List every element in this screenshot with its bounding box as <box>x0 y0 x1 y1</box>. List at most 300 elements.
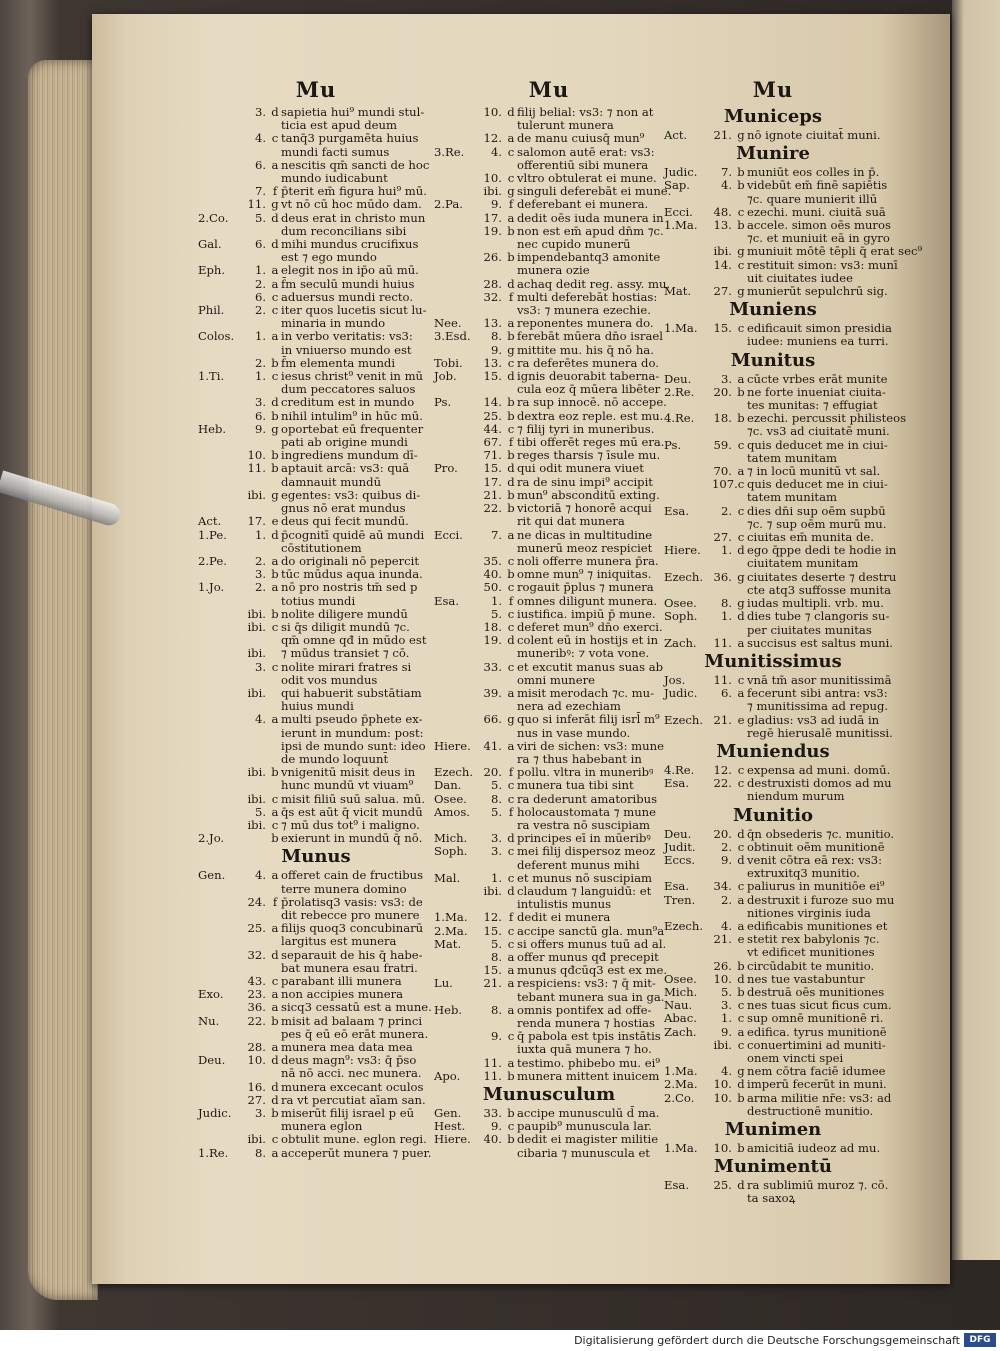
concordance-entry <box>198 1147 434 1160</box>
book-ref <box>198 687 246 700</box>
book-ref: Tobi. <box>434 355 463 370</box>
section-letter: c <box>737 839 745 854</box>
section-letter: d <box>271 1092 279 1107</box>
book-ref: Pro. <box>434 461 458 476</box>
concordance-entry <box>664 557 882 570</box>
concordance-entry <box>434 674 664 687</box>
chapter-number: 18. <box>483 619 502 634</box>
chapter-number: 9. <box>254 421 266 436</box>
quotation-text: iudee: muniens ea turri. <box>747 334 889 349</box>
concordance-entry <box>198 883 434 896</box>
section-letter <box>505 647 517 660</box>
book-ref: Soph. <box>434 844 468 859</box>
book-ref: Deu. <box>198 1053 226 1068</box>
section-letter: c <box>271 791 279 806</box>
quotation-text: nolite mirari fratres si <box>281 659 412 674</box>
lemma-heading: Munusculum <box>482 1084 616 1106</box>
book-ref <box>198 436 246 449</box>
quotation-text: munera mea data mea <box>281 1040 413 1055</box>
chapter-number: 8. <box>720 596 732 611</box>
quotation-text: miserūt filij israel p eū <box>281 1106 415 1121</box>
section-letter: c <box>737 257 745 272</box>
chapter-number: 23. <box>247 987 266 1002</box>
book-ref: 3.Esd. <box>434 329 471 344</box>
lemma-heading: Muniens <box>729 299 817 321</box>
quotation-text: ⁊ in locū munitū vt sal. <box>747 464 881 479</box>
quotation-text: reponentes munera do. <box>517 316 654 331</box>
concordance-entry <box>434 727 664 740</box>
concordance-entry <box>198 647 434 660</box>
concordance-entry <box>198 396 434 409</box>
book-ref: Hiere. <box>664 543 701 558</box>
concordance-entry <box>434 330 664 343</box>
section-letter: c <box>737 530 745 545</box>
section-letter: a <box>271 868 279 883</box>
book-ref: Heb. <box>198 421 227 436</box>
chapter-number: 28. <box>483 276 502 291</box>
book-ref <box>434 621 482 634</box>
quotation-text: ta saxoꝝ <box>747 1191 796 1206</box>
book-ref <box>434 713 482 726</box>
book-ref: Hest. <box>434 1119 466 1134</box>
chapter-number <box>712 425 735 438</box>
quotation-text: amicitiā iudeoz ad mu. <box>747 1141 881 1155</box>
quotation-text: vt nō cū hoc mūdo dam. <box>281 197 422 212</box>
running-head: Mu <box>528 77 570 102</box>
book-ref <box>434 859 482 872</box>
quotation-text: gladius: vs3 ad iudā in <box>747 712 880 727</box>
quotation-text: multi pseudo p̄phete ex- <box>281 712 423 727</box>
section-letter: c <box>737 776 745 791</box>
section-letter: b <box>271 831 279 846</box>
section-letter: b <box>737 384 745 399</box>
quotation-text: multi deferebāt hostias: <box>517 289 658 304</box>
footer-bar <box>0 1330 1000 1351</box>
chapter-number: 22. <box>483 501 502 516</box>
quotation-text: si q̄s diligit mundū ⁊c. <box>281 619 410 634</box>
quotation-text: restituit simon: vs3: munī <box>747 257 898 272</box>
concordance-entry <box>198 949 434 962</box>
section-letter: c <box>737 321 745 336</box>
book-ref <box>664 425 712 438</box>
quotation-text: qui odit munera viuet <box>517 461 644 476</box>
concordance-entry <box>198 330 434 343</box>
quotation-text: ciuitatem munitam <box>747 556 859 571</box>
section-letter <box>269 542 281 555</box>
section-letter: c <box>507 171 515 186</box>
chapter-number: 10. <box>713 971 732 986</box>
chapter-number <box>712 335 735 348</box>
chapter-number: 21. <box>713 128 732 142</box>
quotation-text: vs3: ⁊ munera ezechie. <box>517 303 651 318</box>
book-ref <box>434 436 482 449</box>
section-letter <box>505 542 517 555</box>
section-letter: b <box>271 1106 279 1121</box>
book-ref <box>434 555 482 568</box>
chapter-number <box>712 727 735 740</box>
section-letter: a <box>737 1024 745 1039</box>
quotation-text: cte atq3 suffosse munita <box>747 582 892 597</box>
lemma-heading: Munimentū <box>714 1156 832 1178</box>
chapter-number: 8. <box>490 1002 502 1017</box>
quotation-text: f̄m elementa mundi <box>281 355 396 370</box>
section-letter: d <box>737 826 745 841</box>
chapter-number <box>246 883 269 896</box>
section-letter: g <box>507 184 515 199</box>
quotation-text: destruxisti domos ad mu <box>747 776 892 791</box>
section-letter: b <box>271 567 279 582</box>
section-letter: e <box>271 514 279 529</box>
quotation-text: egentes: vs3: quibus di- <box>281 487 421 502</box>
book-ref: 2.Jo. <box>198 831 225 846</box>
book-ref <box>664 232 712 245</box>
section-letter <box>269 935 281 948</box>
chapter-number: 3. <box>720 998 732 1013</box>
quotation-text: renda munera ⁊ hostias <box>517 1016 655 1031</box>
concordance-entry <box>198 476 434 489</box>
chapter-number <box>482 542 505 555</box>
chapter-number <box>482 991 505 1004</box>
chapter-number: 2. <box>254 276 266 291</box>
quotation-text: videbūt em̄ finē sapiētis <box>747 178 888 193</box>
quotation-text: accipe munusculū d̄ ma. <box>517 1106 660 1121</box>
chapter-number <box>482 1043 505 1056</box>
concordance-entry <box>664 1024 887 1039</box>
section-letter: c <box>737 477 745 492</box>
chapter-number: 2. <box>254 553 266 568</box>
section-letter <box>735 907 747 920</box>
quotation-text: ra sup innocē. nō accepe. <box>517 395 667 410</box>
quotation-text: quo si inferāt filij isrl̄ m⁹ <box>517 712 660 727</box>
chapter-number: 13. <box>713 218 732 233</box>
concordance-entry <box>434 462 664 475</box>
section-letter: c <box>507 936 515 951</box>
quotation-text: ipsi de mundo sunt: ideo <box>281 738 426 753</box>
section-letter: d <box>507 831 515 846</box>
quotation-text: separauit de his q̄ habe- <box>281 947 423 962</box>
section-letter: c <box>271 974 279 988</box>
concordance-entry <box>198 542 434 555</box>
chapter-number: ibi. <box>247 1132 266 1147</box>
section-letter <box>269 146 281 159</box>
chapter-number <box>712 700 735 713</box>
book-ref: Esa. <box>664 776 690 791</box>
lemma-heading: Muniendus <box>716 740 830 762</box>
quotation-text: mundi facti sumus <box>281 144 390 159</box>
section-letter: g <box>271 197 279 212</box>
book-ref <box>198 1067 246 1080</box>
chapter-number <box>246 344 269 357</box>
book-ref: Deu. <box>664 826 692 841</box>
book-ref: Ps. <box>434 395 452 410</box>
chapter-number: ibi. <box>247 619 266 634</box>
chapter-number: 2. <box>720 839 732 854</box>
concordance-entry <box>198 515 434 528</box>
book-ref <box>434 1043 482 1056</box>
concordance-entry <box>664 334 889 349</box>
section-letter: c <box>507 791 515 806</box>
quotation-text: ⁊ mūdus transiet ⁊ cō. <box>281 646 410 661</box>
quotation-text: in verbo veritatis: vs3: <box>281 329 413 344</box>
section-letter: c <box>507 778 515 793</box>
chapter-number: ibi. <box>247 646 266 661</box>
quotation-text: munera excecant oculos <box>281 1079 424 1094</box>
book-ref <box>434 291 482 304</box>
concordance-entry <box>198 779 434 792</box>
book-ref <box>434 238 482 251</box>
quotation-text: pollu. vltra in muneribꝰ <box>517 765 654 780</box>
chapter-number <box>246 1067 269 1080</box>
concordance-entry <box>664 257 898 272</box>
chapter-number <box>246 674 269 687</box>
quotation-text: totius mundi <box>281 593 356 608</box>
chapter-number <box>246 727 269 740</box>
book-ref <box>198 1081 246 1094</box>
book-ref: Heb. <box>434 1002 463 1017</box>
book-ref <box>434 885 482 898</box>
section-letter: d <box>737 543 745 558</box>
chapter-number: ibi. <box>247 487 266 502</box>
book-ref <box>198 962 246 975</box>
concordance-entry <box>434 132 664 145</box>
concordance-entry <box>198 896 434 909</box>
quotation-text: nescitis qm̄ sancti de hoc <box>281 157 430 172</box>
book-ref <box>434 278 482 291</box>
concordance-entry <box>664 178 888 193</box>
section-letter: c <box>507 923 515 938</box>
concordance-entry <box>434 476 664 489</box>
concordance-entry <box>664 491 882 504</box>
concordance-entry <box>434 977 664 990</box>
section-letter: d <box>507 369 515 384</box>
concordance-entry <box>434 740 664 753</box>
concordance-entry <box>664 1012 882 1025</box>
chapter-number: 21. <box>483 487 502 502</box>
chapter-number: 67. <box>483 435 502 450</box>
book-ref <box>198 489 246 502</box>
book-ref <box>198 793 246 806</box>
section-letter: a <box>271 580 279 595</box>
quotation-text: principes eī in mūeribꝰ <box>517 831 651 846</box>
book-ref <box>664 518 712 531</box>
book-ref: 1.Pe. <box>198 527 227 542</box>
section-letter: b <box>507 1106 515 1121</box>
section-letter: a <box>507 316 515 331</box>
quotation-text: vnigenitū misit deus in <box>281 765 416 780</box>
chapter-number: 22. <box>247 1013 266 1028</box>
section-letter: f <box>508 765 514 780</box>
quotation-text: terre munera domino <box>281 881 407 896</box>
section-letter: a <box>507 963 515 978</box>
concordance-entry <box>664 907 882 920</box>
quotation-text: succisus est saltus muni. <box>747 635 893 650</box>
lemma-heading: Municeps <box>723 106 823 127</box>
quotation-text: nus in vase mundo. <box>517 725 631 740</box>
section-letter: d <box>507 883 515 898</box>
quotation-text: muniuit mōtē tēpli q̄ erat sec⁹ <box>747 244 923 259</box>
book-ref <box>434 502 482 515</box>
section-letter <box>735 1105 747 1118</box>
chapter-number: ibi. <box>483 883 502 898</box>
quotation-text: iesus christ⁹ venit in mū <box>281 369 424 384</box>
chapter-number <box>712 907 735 920</box>
chapter-number: 26. <box>713 958 732 973</box>
book-ref: 1.Jo. <box>198 580 225 595</box>
quotation-text: muneribꝰ: ⁊ vota vone. <box>517 646 650 661</box>
concordance-entry <box>664 725 893 740</box>
quotation-text: ra dederunt amatoribus <box>517 791 658 806</box>
book-ref: Ezech. <box>664 918 704 933</box>
book-ref: Ezech. <box>664 569 704 584</box>
book-ref <box>664 946 712 959</box>
chapter-number <box>482 1147 505 1160</box>
chapter-number: 33. <box>483 659 502 674</box>
quotation-text: oportebat eū frequenter <box>281 421 424 436</box>
quotation-text: sapietia hui⁹ mundi stul- <box>281 105 425 119</box>
concordance-entry <box>664 1077 887 1092</box>
section-letter: c <box>737 879 745 894</box>
section-letter: d <box>271 237 279 252</box>
quotation-text: uit ciuitates iudee <box>747 270 853 285</box>
concordance-entry <box>434 779 664 792</box>
chapter-number: 9. <box>490 197 502 212</box>
book-ref: Deu. <box>664 371 692 386</box>
lemma-heading: Munus <box>281 846 351 868</box>
quotation-text: mun⁹ absconditū exting. <box>517 487 660 502</box>
section-letter: b <box>507 1132 515 1147</box>
quotation-text: ingrediens mundum dī- <box>281 448 418 463</box>
quotation-text: bat munera esau fratri. <box>281 960 418 975</box>
lemma-heading: Munire <box>736 143 810 165</box>
concordance-entry <box>664 839 885 854</box>
chapter-number <box>246 935 269 948</box>
quotation-text: tibi offerēt reges mū era. <box>517 435 665 450</box>
section-letter: g <box>271 421 279 436</box>
chapter-number: 1. <box>720 543 732 558</box>
chapter-number: ibi. <box>247 685 266 700</box>
quotation-text: deus magn⁹: vs3: q̄ p̄so <box>281 1053 417 1068</box>
quotation-text: minaria in mundo <box>281 316 386 331</box>
quotation-text: colent eū in hostijs et in <box>517 633 659 648</box>
lemma-heading: Munitus <box>730 349 816 371</box>
running-head: Mu <box>295 77 337 102</box>
quotation-text: munera ozie <box>517 263 590 278</box>
chapter-number <box>712 946 735 959</box>
chapter-number <box>482 674 505 687</box>
lemma-heading: Munimen <box>724 1119 822 1140</box>
concordance-entry <box>198 212 434 225</box>
quotation-text: nō ignote ciuitat̄ muni. <box>747 128 881 142</box>
quotation-text: regē hierusalē munitissi. <box>747 725 893 740</box>
section-letter: b <box>507 487 515 502</box>
concordance-entry <box>434 264 664 277</box>
book-ref <box>198 462 246 475</box>
chapter-number: 8. <box>490 329 502 344</box>
section-letter: c <box>507 606 515 621</box>
quotation-text: extruxitq3 munitio. <box>747 866 860 881</box>
book-ref <box>434 344 482 357</box>
chapter-number: 20. <box>713 826 732 841</box>
chapter-number: 28. <box>247 1040 266 1055</box>
book-ref: 1.Ma. <box>664 1064 698 1079</box>
quotation-text: et munus nō suscipiam <box>517 870 652 885</box>
quotation-text: ignis deuorabit taberna- <box>517 369 660 384</box>
quotation-text: cūcte vrbes erāt munite <box>747 371 888 386</box>
concordance-entry <box>434 806 664 819</box>
quotation-text: ferebāt mūera dn̄o israel <box>517 329 663 344</box>
section-letter: c <box>271 303 279 318</box>
quotation-text: vt edificet munitiones <box>747 945 875 960</box>
book-ref: Gal. <box>198 237 222 252</box>
concordance-entry <box>198 832 434 845</box>
chapter-number: 3. <box>254 105 266 119</box>
quotation-text: dum reconcilians sibi <box>281 223 407 238</box>
quotation-text: omne mun⁹ ⁊ iniquitas. <box>517 567 652 582</box>
concordance-entry <box>434 793 664 806</box>
facing-page-edge <box>952 0 1000 1260</box>
quotation-text: ticia est apud deum <box>281 118 397 133</box>
quotation-text: exierunt in mundū q̄ nō. <box>281 831 423 846</box>
chapter-number: 15. <box>483 923 502 938</box>
quotation-text: rit qui dat munera <box>517 514 625 529</box>
quotation-text: misit merodach ⁊c. mu- <box>517 685 655 700</box>
section-letter: a <box>271 1000 279 1015</box>
book-ref: Osee. <box>664 596 697 611</box>
book-ref <box>198 621 246 634</box>
section-letter: b <box>737 958 745 973</box>
quotation-text: pati ab origine mundi <box>281 435 408 450</box>
book-ref: Dan. <box>434 778 462 793</box>
section-letter: a <box>271 921 279 936</box>
section-letter: f <box>272 894 278 909</box>
quotation-text: ⁊c. ⁊ sup oēm murū mu. <box>747 516 887 531</box>
quotation-text: munierūt sepulchrū sig. <box>747 284 888 299</box>
quotation-text: ra vt percutiat aīam san. <box>281 1092 426 1107</box>
book-ref <box>198 922 246 935</box>
quotation-text: non accipies munera <box>281 987 404 1002</box>
quotation-text: odit vos mundus <box>281 672 378 687</box>
section-letter: f <box>508 435 514 450</box>
chapter-number: 11. <box>713 672 732 687</box>
book-ref: 1.Ma. <box>664 1141 698 1155</box>
book-ref <box>434 159 482 172</box>
section-letter: b <box>737 984 745 999</box>
quotation-text: paliurus in munitiōe ei⁹ <box>747 879 885 894</box>
book-ref <box>198 449 246 462</box>
book-ref <box>664 624 712 637</box>
book-ref <box>664 700 712 713</box>
chapter-number: 16. <box>247 1079 266 1094</box>
chapter-number: 7. <box>490 527 502 542</box>
book-ref: Phil. <box>198 303 225 318</box>
section-letter: d <box>737 971 745 986</box>
section-letter <box>269 779 281 792</box>
section-letter: b <box>507 223 515 238</box>
lemma-heading: Munitissimus <box>704 650 842 672</box>
quotation-text: misit ad balaam ⁊ princi <box>281 1013 423 1028</box>
quotation-text: dedit ei magister militie <box>517 1132 659 1147</box>
book-ref: 1.Ti. <box>198 369 225 384</box>
book-ref <box>664 1192 712 1205</box>
section-letter: c <box>507 355 515 370</box>
chapter-number: 20. <box>713 384 732 399</box>
section-letter: c <box>507 619 515 634</box>
book-ref <box>198 159 246 172</box>
book-ref <box>434 1057 482 1070</box>
quotation-text: tebant munera sua in ga. <box>517 989 665 1004</box>
quotation-text: offeret cain de fructibus <box>281 868 424 883</box>
chapter-number: 71. <box>483 448 502 463</box>
